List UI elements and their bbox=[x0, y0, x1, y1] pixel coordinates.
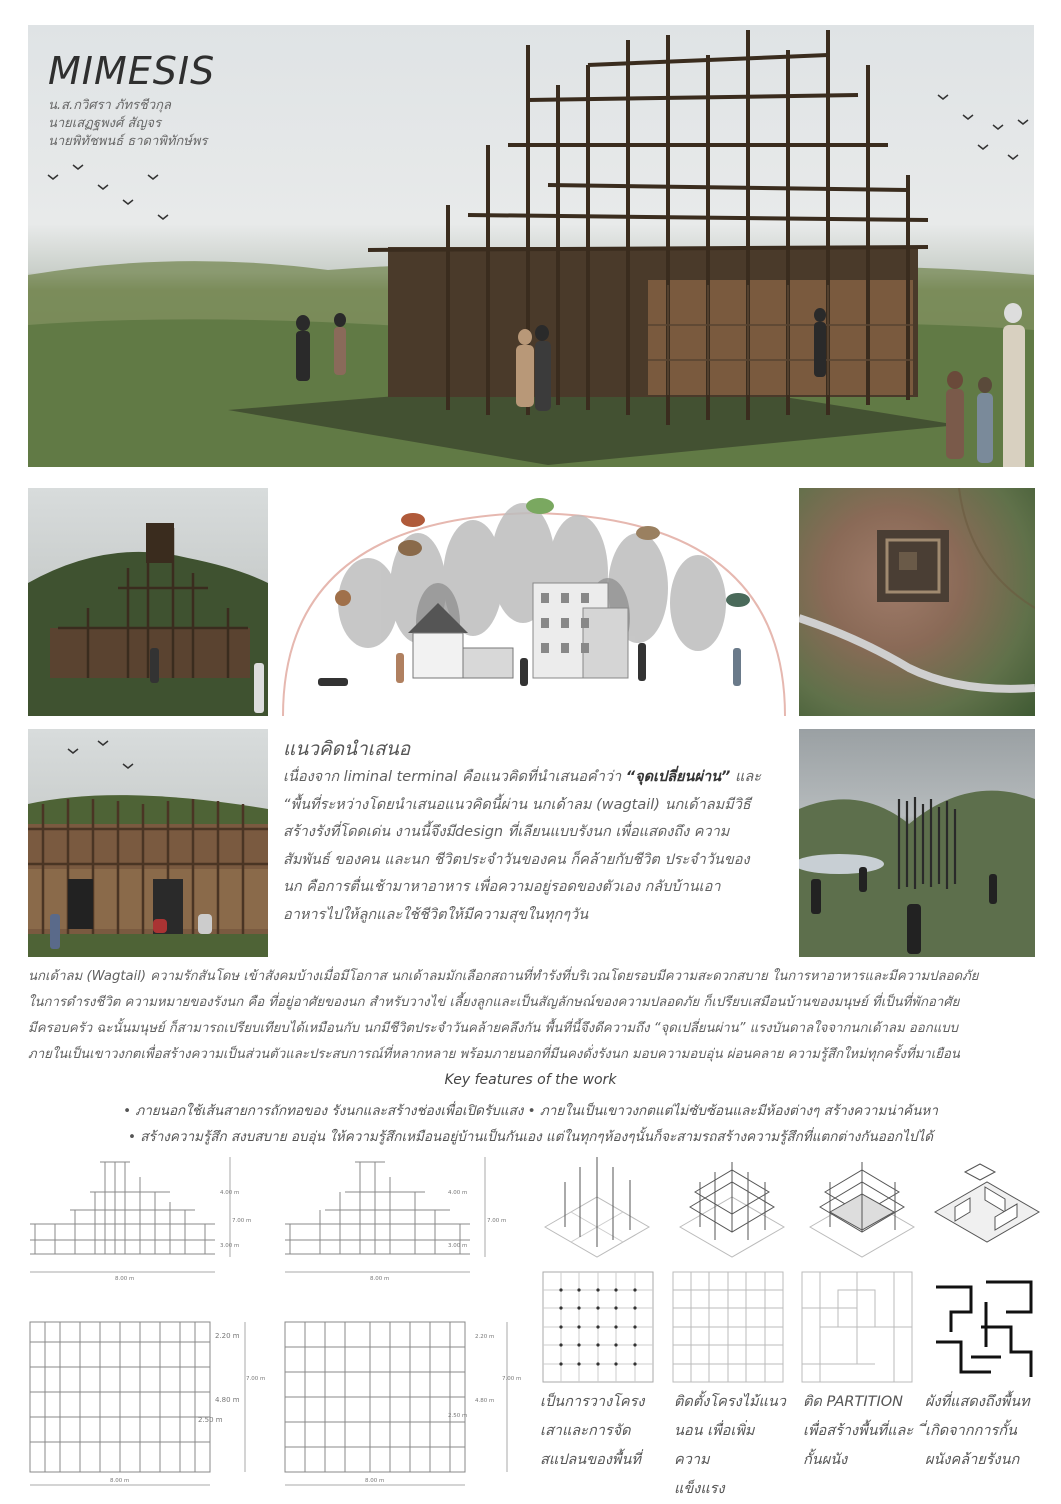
author-list bbox=[48, 97, 207, 151]
dimension-label: 8.00 m bbox=[115, 1276, 135, 1282]
concept-line bbox=[283, 764, 783, 792]
dimension-label: 7.00 m bbox=[502, 1376, 522, 1382]
dimension-label: 7.00 m bbox=[487, 1218, 507, 1224]
render-valley-view bbox=[799, 729, 1035, 957]
concept-title: แนวคิดนำเสนอ bbox=[283, 738, 411, 760]
elevation-drawings bbox=[20, 1152, 525, 1487]
step-1-iso bbox=[545, 1157, 649, 1257]
dimension-label: 4.00 m bbox=[448, 1190, 468, 1196]
concept-line-text: พื้นที่ระหว่างโดยนำเสนอแนวคิดนี้ผ่าน นกเด้าลม (wagtail) นกเด้าลมมีวิธี bbox=[290, 796, 751, 813]
bird-house-collage bbox=[278, 488, 790, 716]
interior-structure-illustration bbox=[28, 729, 268, 957]
step-1-plan bbox=[543, 1272, 653, 1382]
dimension-label: 4.80 m bbox=[215, 1396, 240, 1404]
dimension-label: 8.00 m bbox=[370, 1276, 390, 1282]
dimension-label: 7.00 m bbox=[246, 1376, 266, 1382]
concept-quote-mark: “ bbox=[283, 796, 291, 813]
construction-steps bbox=[535, 1152, 1040, 1387]
dimension-label: 8.00 m bbox=[110, 1478, 130, 1484]
dimension-label: 3.00 m bbox=[448, 1243, 468, 1249]
description-line: ในการดำรงชีวิต ความหมายของรังนก คือ ที่อยู่อาศัยของนก สำหรับวางไข่ เลี้ยงลูกและเป็นสัญลักษณ์ของความปลอดภัย ก็เปรียบเสมือนบ้านของมนุษย์ ที่เป็นที่พักอาศัย bbox=[28, 995, 960, 1010]
caption-line: ติด PARTITION bbox=[803, 1394, 903, 1410]
caption-line: นอน เพื่อเพิ่มความ bbox=[674, 1423, 755, 1468]
concept-line-text: เนื่องจาก liminal terminal คือแนวคิดที่นำเสนอคำว่า bbox=[283, 769, 622, 785]
step-2-iso bbox=[680, 1162, 784, 1257]
author-name: นายพิทัชพนธ์ ธาดาพิทักษ์พร bbox=[48, 134, 208, 149]
step-4-iso bbox=[935, 1164, 1039, 1242]
concept-line: นก คือการตื่นเช้ามาหาอาหาร เพื่อความอยู่รอดของตัวเอง กลับบ้านเอา bbox=[283, 879, 721, 895]
caption-line: ี่เกิดจากการกั้น bbox=[925, 1423, 1017, 1439]
dimension-label: 4.00 m bbox=[220, 1190, 240, 1196]
render-tower-view bbox=[28, 488, 268, 716]
description-paragraph bbox=[28, 964, 1034, 1068]
dimension-label: 8.00 m bbox=[365, 1478, 385, 1484]
concept-text bbox=[283, 764, 783, 929]
step-2-caption bbox=[674, 1388, 786, 1504]
dimension-label: 2.50 m bbox=[198, 1416, 223, 1424]
caption-line: ผนังคล้ายรังนก bbox=[925, 1452, 1020, 1468]
concept-illustration bbox=[278, 488, 790, 716]
caption-line: เสาและการจัด bbox=[540, 1423, 631, 1439]
elevation-b bbox=[285, 1157, 485, 1272]
step-3-caption bbox=[803, 1388, 915, 1475]
caption-line: สแปลนของพื้นที่ bbox=[540, 1452, 641, 1468]
key-feature-item: • สร้างความรู้สึก สงบสบาย อบอุ่น ให้ความรู้สึกเหมือนอยู่บ้านเป็นกันเอง แต่ในทุกๆห้องๆนั้นก็จะสามรถสร้างความรู้สึกที่แตกต่างกันออกไปได้ bbox=[127, 1129, 934, 1145]
key-feature-item: • ภายนอกใช้เส้นสายการถักทอของ รังนกและสร้างช่องเพื่อเปิดรับแสง • ภายในเป็นเขาวงกตแต่ไม่ซับซ้อนและมีห้องต่างๆ สร้างความน่าค้นหา bbox=[123, 1103, 938, 1119]
caption-line: เป็นการวางโครง bbox=[540, 1394, 645, 1410]
author-name: น.ส.กวิศรา ภัทรชีวกุล bbox=[48, 98, 172, 113]
step-4-plan bbox=[936, 1282, 1031, 1377]
dimension-label: 7.00 m bbox=[232, 1218, 252, 1224]
valley-pole-illustration bbox=[799, 729, 1035, 957]
key-features-title: Key features of the work bbox=[444, 1072, 617, 1088]
caption-line: ผังที่แสดงถึงพื้นท bbox=[925, 1394, 1030, 1410]
caption-line: แข็งแรง bbox=[674, 1481, 725, 1497]
elevation-a bbox=[30, 1157, 230, 1272]
step-3-plan bbox=[802, 1272, 912, 1382]
step-2-plan bbox=[673, 1272, 783, 1382]
concept-line bbox=[283, 792, 783, 820]
dimension-label: 2.50 m bbox=[448, 1413, 468, 1419]
elevation-d bbox=[285, 1322, 507, 1485]
concept-line: สร้างรังที่โดดเด่น งานนี้จึงมีdesign ที่เลียนแบบรังนก เพื่อแสดงถึง ความ bbox=[283, 824, 730, 840]
caption-line: กั้นผนัง bbox=[803, 1452, 848, 1468]
highlight-term: “จุดเปลี่ยนผ่าน” bbox=[625, 769, 731, 785]
project-title: MIMESIS bbox=[48, 49, 216, 93]
dimension-label: 4.80 m bbox=[475, 1398, 495, 1404]
dimension-label: 2.20 m bbox=[215, 1332, 240, 1340]
description-line: มีครอบครัว ฉะนั้นมนุษย์ ก็สามารถเปรียบเทียบได้เหมือนกับ นกมีชีวิตประจำวันคล้ายคลึงกัน พื้นที่นี้จึงดีความถึง “จุดเปลี่ยนผ่าน” แรงบันดาลใจจากนกเด้าลม ออกแบบ bbox=[28, 1021, 958, 1036]
step-3-iso bbox=[810, 1162, 914, 1257]
caption-line: เพื่อสร้างพื้นที่และ bbox=[803, 1423, 914, 1439]
elevation-c bbox=[30, 1322, 245, 1485]
hero-render bbox=[28, 25, 1034, 467]
concept-line-tail: และ bbox=[734, 769, 761, 785]
description-line: ภายในเป็นเขาวงกตเพื่อสร้างความเป็นส่วนตัวและประสบการณ์ที่หลากหลาย พร้อมภายนอกที่มีนคงดั่งรังนก มอบความอบอุ่น ผ่อนคลาย ความรู้สึกใหม่ทุกครั้งที่มาเยือน bbox=[28, 1047, 960, 1062]
render-interior-view bbox=[28, 729, 268, 957]
caption-line: ติดตั้งโครงไม้แนว bbox=[674, 1394, 786, 1410]
description-line: นกเด้าลม (Wagtail) ความรักสันโดษ เข้าสังคมบ้างเมื่อมีโอกาส นกเด้าลมมักเลือกสถานที่ทำรังที่บริเวณโดยรอบมีความสะดวกสบาย ในการหาอาหารและมีความปลอดภัย bbox=[28, 969, 979, 984]
aerial-site-illustration bbox=[799, 488, 1035, 716]
dimension-label: 2.20 m bbox=[475, 1334, 495, 1340]
aerial-site-view bbox=[799, 488, 1035, 716]
concept-line: อาหารไปให้ลูกและใช้ชีวิตให้มีความสุขในทุกๆวัน bbox=[283, 906, 589, 923]
dimension-label: 3.00 m bbox=[220, 1243, 240, 1249]
author-name: นายเสฏฐพงศ์ สัญจร bbox=[48, 116, 161, 131]
concept-line: สัมพันธ์ ของคน และนก ชีวิตประจำวันของคน ก็คล้ายกับชีวิต ประจำวันของ bbox=[283, 851, 750, 868]
step-1-caption bbox=[540, 1388, 652, 1475]
step-4-caption bbox=[925, 1388, 1037, 1475]
tower-structure-illustration bbox=[28, 488, 268, 716]
